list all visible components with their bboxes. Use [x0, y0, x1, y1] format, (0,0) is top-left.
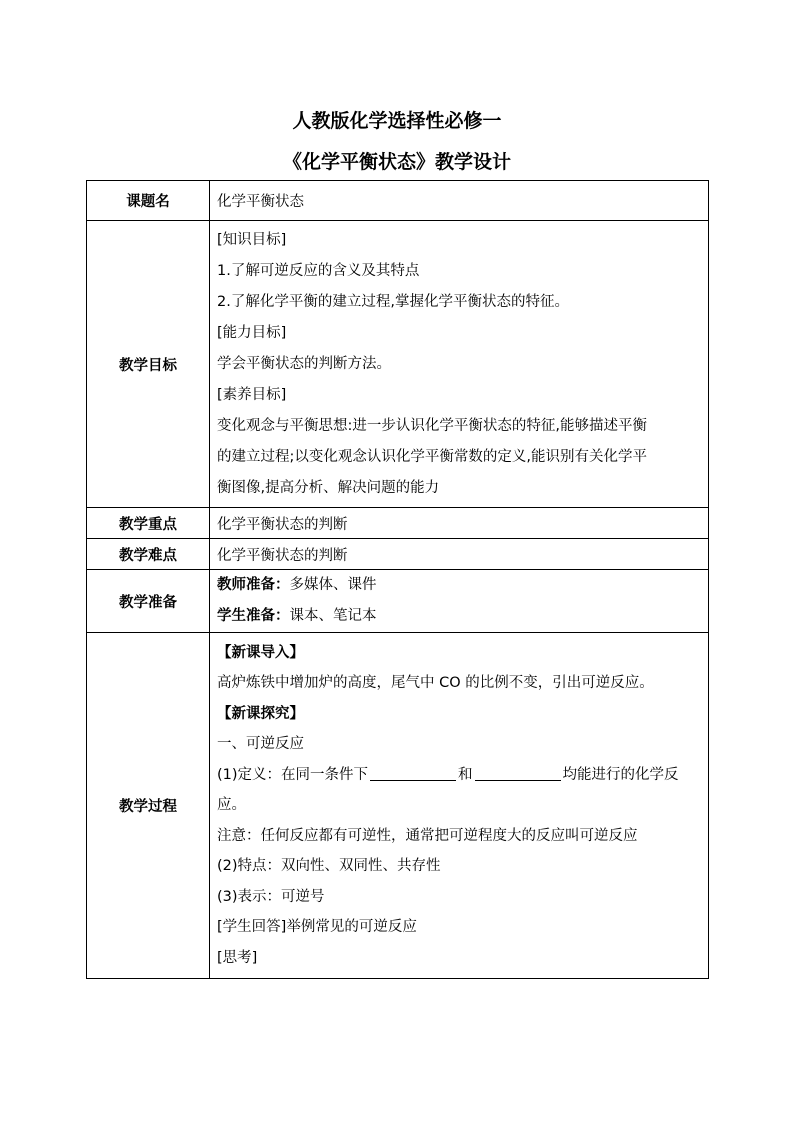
think-line: [思考]: [217, 949, 258, 966]
row-objectives: [87, 221, 709, 508]
row-topic: [87, 181, 709, 221]
value-topic: 化学平衡状态: [210, 181, 709, 221]
def-prefix: (1)定义：在同一条件下: [217, 766, 369, 783]
student-answer-line: [学生回答]举例常见的可逆反应: [217, 919, 417, 936]
objective-line: 变化观念与平衡思想:进一步认识化学平衡状态的特征,能够描述平衡: [217, 417, 647, 434]
student-prep-value: 课本、笔记本: [289, 608, 377, 624]
label-difficulty: 教学难点: [87, 539, 210, 570]
definition-line: [217, 760, 702, 791]
label-objectives: 教学目标: [87, 221, 210, 508]
student-prep-label: 学生准备：: [217, 608, 290, 624]
lesson-plan-table: [86, 180, 709, 979]
document-title: 人教版化学选择性必修一: [292, 110, 502, 132]
row-process: [87, 633, 709, 979]
teacher-prep-label: 教师准备：: [217, 577, 290, 593]
row-difficulty: [87, 539, 709, 570]
explore-heading: 【新课探究】: [217, 705, 304, 722]
objective-line: 学会平衡状态的判断方法。: [217, 355, 391, 372]
row-preparation: [87, 570, 709, 633]
student-preparation: [217, 601, 702, 632]
label-preparation: 教学准备: [87, 570, 210, 633]
value-difficulty: 化学平衡状态的判断: [210, 539, 709, 570]
objective-line: 2.了解化学平衡的建立过程,掌握化学平衡状态的特征。: [217, 293, 569, 310]
teacher-prep-value: 多媒体、课件: [289, 577, 377, 593]
row-key-point: [87, 508, 709, 539]
objective-line: 衡图像,提高分析、解决问题的能力: [217, 479, 440, 496]
teacher-preparation: [217, 570, 702, 601]
value-preparation: [210, 570, 709, 633]
value-key-point: 化学平衡状态的判断: [210, 508, 709, 539]
document-subtitle: 《化学平衡状态》教学设计: [282, 151, 511, 173]
intro-text: 高炉炼铁中增加炉的高度，尾气中 CO 的比例不变，引出可逆反应。: [217, 675, 654, 692]
label-topic: 课题名: [87, 181, 210, 221]
definition-continued: 应。: [217, 797, 246, 814]
note-line: 注意：任何反应都有可逆性，通常把可逆程度大的反应叫可逆反应: [217, 827, 638, 844]
objective-line: 1.了解可逆反应的含义及其特点: [217, 262, 420, 279]
features-line: (2)特点：双向性、双同性、共存性: [217, 858, 441, 875]
expression-line: (3)表示：可逆号: [217, 888, 325, 905]
def-and: 和: [458, 766, 473, 783]
fill-blank-1: [370, 766, 456, 781]
section-heading: 一、可逆反应: [217, 736, 304, 753]
objective-line: 的建立过程;以变化观念认识化学平衡常数的定义,能识别有关化学平: [217, 448, 647, 465]
value-objectives: [210, 221, 709, 508]
value-process: [210, 633, 709, 979]
objective-line: [素养目标]: [217, 386, 287, 403]
fill-blank-2: [475, 766, 561, 781]
label-key-point: 教学重点: [87, 508, 210, 539]
objective-line: [知识目标]: [217, 231, 287, 248]
objective-line: [能力目标]: [217, 324, 287, 341]
label-process: 教学过程: [87, 633, 210, 979]
def-suffix: 均能进行的化学反: [562, 766, 679, 783]
intro-heading: 【新课导入】: [217, 644, 304, 661]
